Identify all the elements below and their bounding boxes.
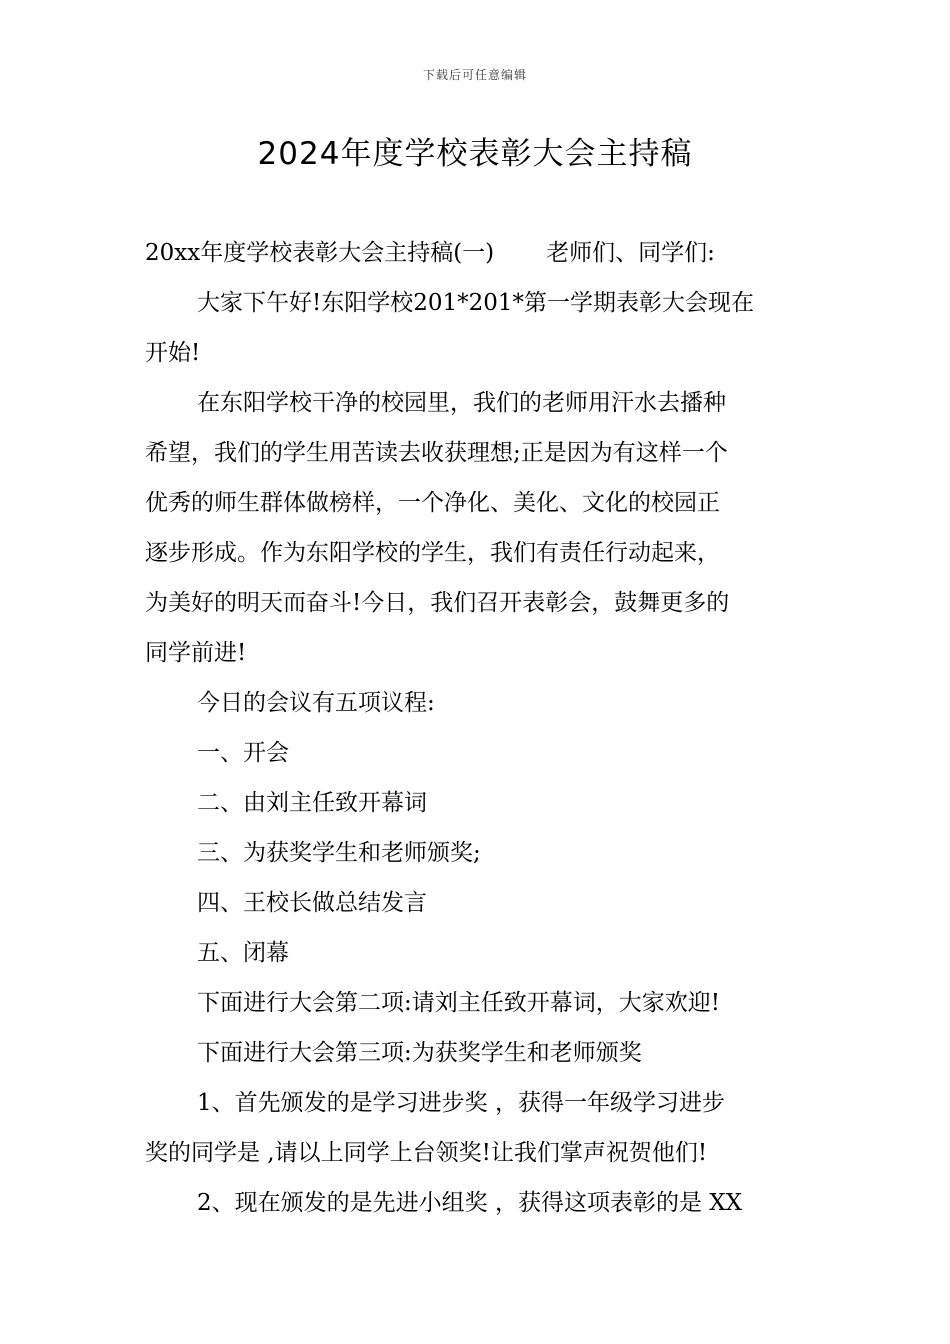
subtitle-line xyxy=(145,228,810,278)
paragraph-line: 为美好的明天而奋斗!今日，我们召开表彰会，鼓舞更多的 xyxy=(145,590,730,616)
agenda-item: 四、王校长做总结发言 xyxy=(197,890,427,916)
paragraph-line: 2、现在颁发的是先进小组奖 ，获得这项表彰的是 XX xyxy=(197,1190,743,1216)
document-title: 2024年度学校表彰大会主持稿 xyxy=(257,136,693,172)
header-note: 下载后可任意编辑 xyxy=(422,68,527,82)
subtitle: 20xx年度学校表彰大会主持稿(一) xyxy=(145,240,495,266)
agenda-item: 一、开会 xyxy=(197,740,289,766)
salutation: 老师们、同学们: xyxy=(546,240,715,266)
paragraph-line: 优秀的师生群体做榜样，一个净化、美化、文化的校园正 xyxy=(145,490,720,516)
paragraph-line: 在东阳学校干净的校园里，我们的老师用汗水去播种 xyxy=(197,390,726,416)
document-body xyxy=(145,228,810,1228)
agenda-intro: 今日的会议有五项议程: xyxy=(197,690,435,716)
paragraph-line: 奖的同学是 ,请以上同学上台领奖!让我们掌声祝贺他们! xyxy=(145,1140,708,1166)
agenda-item: 五、闭幕 xyxy=(197,940,289,966)
paragraph-line: 希望，我们的学生用苦读去收获理想;正是因为有这样一个 xyxy=(145,440,728,466)
paragraph-line: 大家下午好!东阳学校201*201*第一学期表彰大会现在 xyxy=(197,290,755,316)
agenda-item: 三、为获奖学生和老师颁奖; xyxy=(197,840,481,866)
paragraph-line: 1、首先颁发的是学习进步奖 ，获得一年级学习进步 xyxy=(197,1090,725,1116)
agenda-item: 二、由刘主任致开幕词 xyxy=(197,790,427,816)
paragraph-line: 开始! xyxy=(145,340,201,366)
meeting-item-line: 下面进行大会第二项:请刘主任致开幕词，大家欢迎! xyxy=(197,990,720,1016)
meeting-item-line: 下面进行大会第三项:为获奖学生和老师颁奖 xyxy=(197,1040,642,1066)
paragraph-line: 逐步形成。作为东阳学校的学生，我们有责任行动起来， xyxy=(145,540,720,566)
paragraph-line: 同学前进! xyxy=(145,640,247,666)
